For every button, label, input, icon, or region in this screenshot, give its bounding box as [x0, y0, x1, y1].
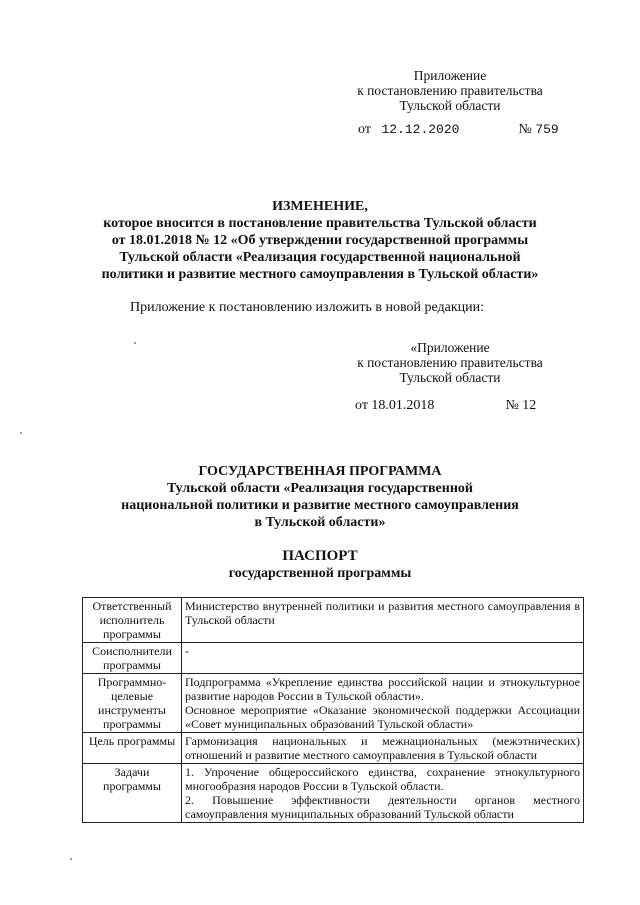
- original-date: от 18.01.2018: [355, 398, 435, 413]
- resolution-date-number: [358, 122, 559, 138]
- appendix-block-2: [330, 340, 570, 385]
- table-row: [83, 598, 584, 643]
- scan-speck: [70, 858, 72, 860]
- row-value: [182, 764, 584, 823]
- row-label: Задачи программы: [83, 764, 182, 823]
- row-label: Программно-целевые инструменты программы: [83, 674, 182, 733]
- row-label: Ответственный исполнитель программы: [83, 598, 182, 643]
- row-value-paragraph: 1. Упрочение общероссийского единства, сохранение этнокультурного многообразия народов России в Тульской области.: [185, 765, 580, 793]
- row-value: [182, 598, 584, 643]
- table-row: [83, 764, 584, 823]
- appendix-header: [330, 68, 570, 113]
- passport-subheading: государственной программы: [228, 566, 412, 581]
- program-title-line: в Тульской области»: [254, 515, 386, 530]
- program-title-line: национальной политики и развитие местного самоуправления: [121, 498, 519, 513]
- change-heading: ИЗМЕНЕНИЕ,: [272, 199, 368, 214]
- row-value-paragraph: 2. Повышение эффективности деятельности органов местного самоуправления муниципальных образований Тульской области: [185, 793, 580, 821]
- row-label: Цель программы: [83, 733, 182, 764]
- appendix2-line: к постановлению правительства: [357, 355, 543, 370]
- resolution-number: 759: [535, 122, 559, 137]
- appendix2-line: Тульской области: [399, 370, 501, 385]
- row-label: Соисполнители программы: [83, 643, 182, 674]
- program-title: [80, 463, 560, 531]
- row-value: [182, 674, 584, 733]
- table-row: [83, 733, 584, 764]
- change-title-line: от 18.01.2018 № 12 «Об утверждении государственной программы: [111, 233, 529, 248]
- resolution-date: 12.12.2020: [381, 122, 460, 137]
- appendix-line: Приложение: [413, 68, 487, 83]
- instruction-text: Приложение к постановлению изложить в новой редакции:: [130, 300, 485, 315]
- passport-title: [80, 548, 560, 582]
- scan-speck: [134, 342, 136, 344]
- original-date-number: [355, 398, 536, 414]
- row-value-paragraph: Министерство внутренней политики и развития местного самоуправления в Тульской области: [185, 599, 580, 627]
- row-value-paragraph: Основное мероприятие «Оказание экономической поддержки Ассоциации «Совет муниципальных образований Тульской области»: [185, 703, 580, 731]
- row-value: [182, 643, 584, 674]
- original-number: № 12: [505, 398, 537, 413]
- scan-speck: [20, 432, 22, 434]
- change-title-line: политики и развитие местного самоуправления в Тульской области»: [101, 267, 539, 282]
- row-value: [182, 733, 584, 764]
- program-title-line: Тульской области «Реализация государственной: [167, 481, 473, 496]
- date-prefix: от: [358, 122, 371, 137]
- appendix-line: Тульской области: [399, 98, 501, 113]
- table-row: [83, 643, 584, 674]
- program-heading: ГОСУДАРСТВЕННАЯ ПРОГРАММА: [198, 464, 442, 479]
- row-value-paragraph: Гармонизация национальных и межнациональных (межэтнических) отношений и развитие местного самоуправления в Тульской области: [185, 734, 580, 762]
- row-value-paragraph: Подпрограмма «Укрепление единства российской нации и этнокультурное развитие народов России в Тульской области».: [185, 675, 580, 703]
- change-title-line: Тульской области «Реализация государственной национальной: [119, 250, 521, 265]
- row-value-paragraph: -: [185, 644, 189, 658]
- appendix-line: к постановлению правительства: [357, 83, 543, 98]
- table-row: [83, 674, 584, 733]
- appendix2-line: «Приложение: [410, 340, 490, 355]
- change-title-line: которое вносится в постановление правительства Тульской области: [103, 216, 537, 231]
- change-title: [80, 198, 560, 283]
- passport-table: [82, 597, 584, 823]
- passport-heading: ПАСПОРТ: [282, 548, 358, 564]
- number-prefix: №: [518, 122, 532, 137]
